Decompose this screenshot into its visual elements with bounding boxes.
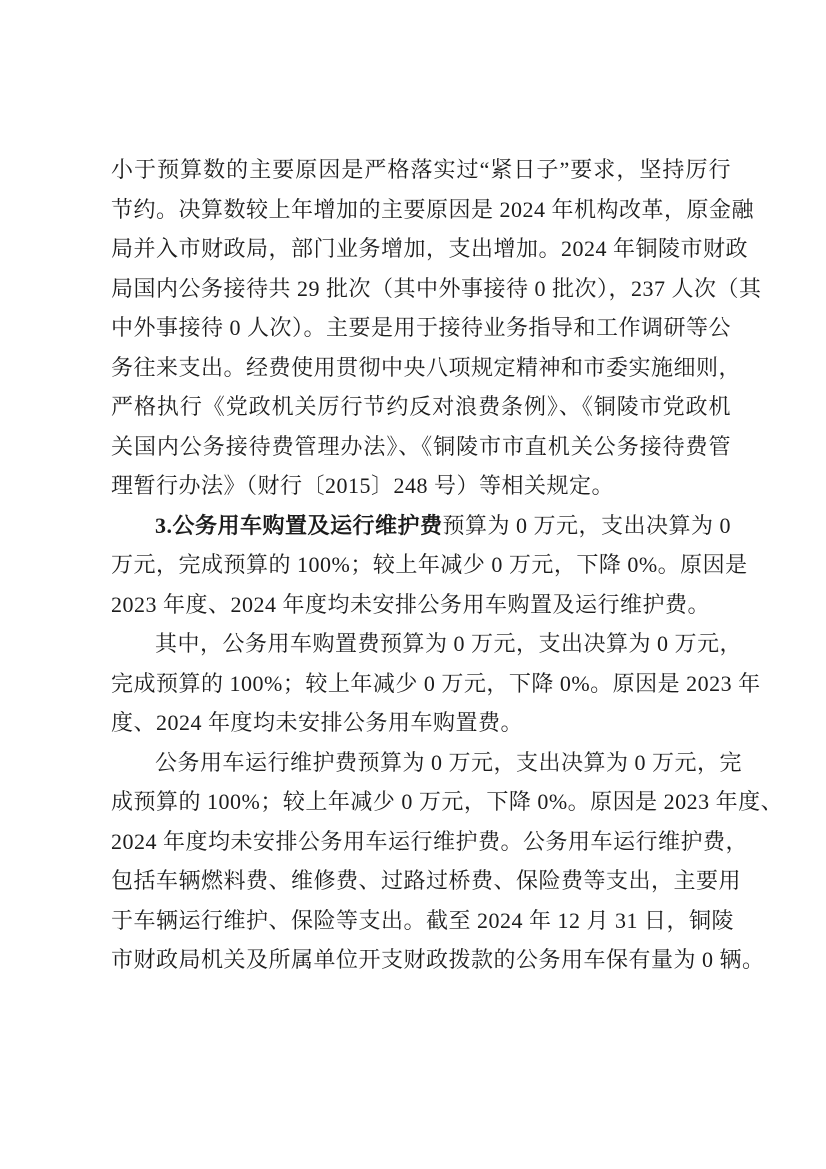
text-line bbox=[111, 861, 742, 901]
text-line bbox=[111, 703, 731, 743]
text-run: 中外事接待 0 人次）。主要是用于接待业务指导和工作调研等公 bbox=[111, 315, 732, 340]
text-line bbox=[111, 269, 762, 309]
text-run: 度、2024 年度均未安排公务用车购置费。 bbox=[111, 710, 524, 735]
text-run: 市财政局机关及所属单位开支财政拨款的公务用车保有量为 0 辆。 bbox=[111, 947, 765, 972]
text-run: 预算为 0 万元，支出决算为 0 bbox=[442, 512, 732, 538]
text-line bbox=[111, 150, 731, 190]
text-run: 小于预算数的主要原因是严格落实过“紧日子”要求，坚持厉行 bbox=[111, 157, 731, 182]
text-line bbox=[111, 901, 735, 941]
text-run: 关国内公务接待费管理办法》、《铜陵市市直机关公务接待费管 bbox=[111, 433, 731, 459]
text-content bbox=[111, 150, 784, 980]
text-line bbox=[111, 664, 761, 704]
text-run: 于车辆运行维护、保险等支出。截至 2024 年 12 月 31 日，铜陵 bbox=[111, 907, 735, 933]
text-run: 万元，完成预算的 100%；较上年减少 0 万元，下降 0%。原因是 bbox=[111, 552, 748, 577]
text-line bbox=[111, 940, 765, 980]
text-run: 严格执行《党政机关厉行节约反对浪费条例》、《铜陵市党政机 bbox=[111, 394, 731, 419]
text-line bbox=[111, 427, 731, 467]
text-run: 局国内公务接待共 29 批次（其中外事接待 0 批次），237 人次（其 bbox=[111, 275, 762, 301]
text-run: 2023 年度、2024 年度均未安排公务用车购置及运行维护费。 bbox=[111, 591, 711, 617]
text-line bbox=[111, 308, 731, 348]
text-line bbox=[111, 782, 784, 822]
text-line bbox=[111, 624, 743, 664]
text-run: 其中，公务用车购置费预算为 0 万元，支出决算为 0 万元， bbox=[155, 631, 743, 656]
text-run: 包括车辆燃料费、维修费、过路过桥费、保险费等支出，主要用 bbox=[111, 868, 742, 893]
text-line bbox=[111, 348, 742, 388]
text-line bbox=[111, 466, 731, 506]
text-line bbox=[111, 545, 748, 585]
bold-text-run: 3.公务用车购置及运行维护费 bbox=[155, 512, 443, 538]
paragraph bbox=[111, 624, 761, 743]
text-line bbox=[111, 585, 731, 625]
paragraph bbox=[111, 150, 762, 506]
text-line bbox=[111, 229, 749, 269]
text-line bbox=[111, 190, 755, 230]
text-line bbox=[111, 387, 731, 427]
text-run: 务往来支出。经费使用贯彻中央八项规定精神和市委实施细则， bbox=[111, 354, 742, 380]
text-run: 成预算的 100%；较上年减少 0 万元，下降 0%。原因是 2023 年度、 bbox=[111, 789, 784, 814]
text-line bbox=[111, 743, 743, 783]
paragraph bbox=[111, 743, 784, 980]
text-run: 2024 年度均未安排公务用车运行维护费。公务用车运行维护费， bbox=[111, 828, 749, 854]
text-run: 局并入市财政局，部门业务增加，支出增加。2024 年铜陵市财政 bbox=[111, 236, 749, 261]
paragraph bbox=[111, 506, 748, 625]
text-run: 公务用车运行维护费预算为 0 万元，支出决算为 0 万元，完 bbox=[155, 749, 743, 775]
text-line bbox=[111, 822, 749, 862]
text-line bbox=[111, 506, 731, 546]
text-run: 完成预算的 100%；较上年减少 0 万元，下降 0%。原因是 2023 年 bbox=[111, 670, 761, 696]
text-run: 节约。决算数较上年增加的主要原因是 2024 年机构改革，原金融 bbox=[111, 196, 755, 222]
text-run: 理暂行办法》（财行〔2015〕248 号）等相关规定。 bbox=[111, 473, 615, 498]
